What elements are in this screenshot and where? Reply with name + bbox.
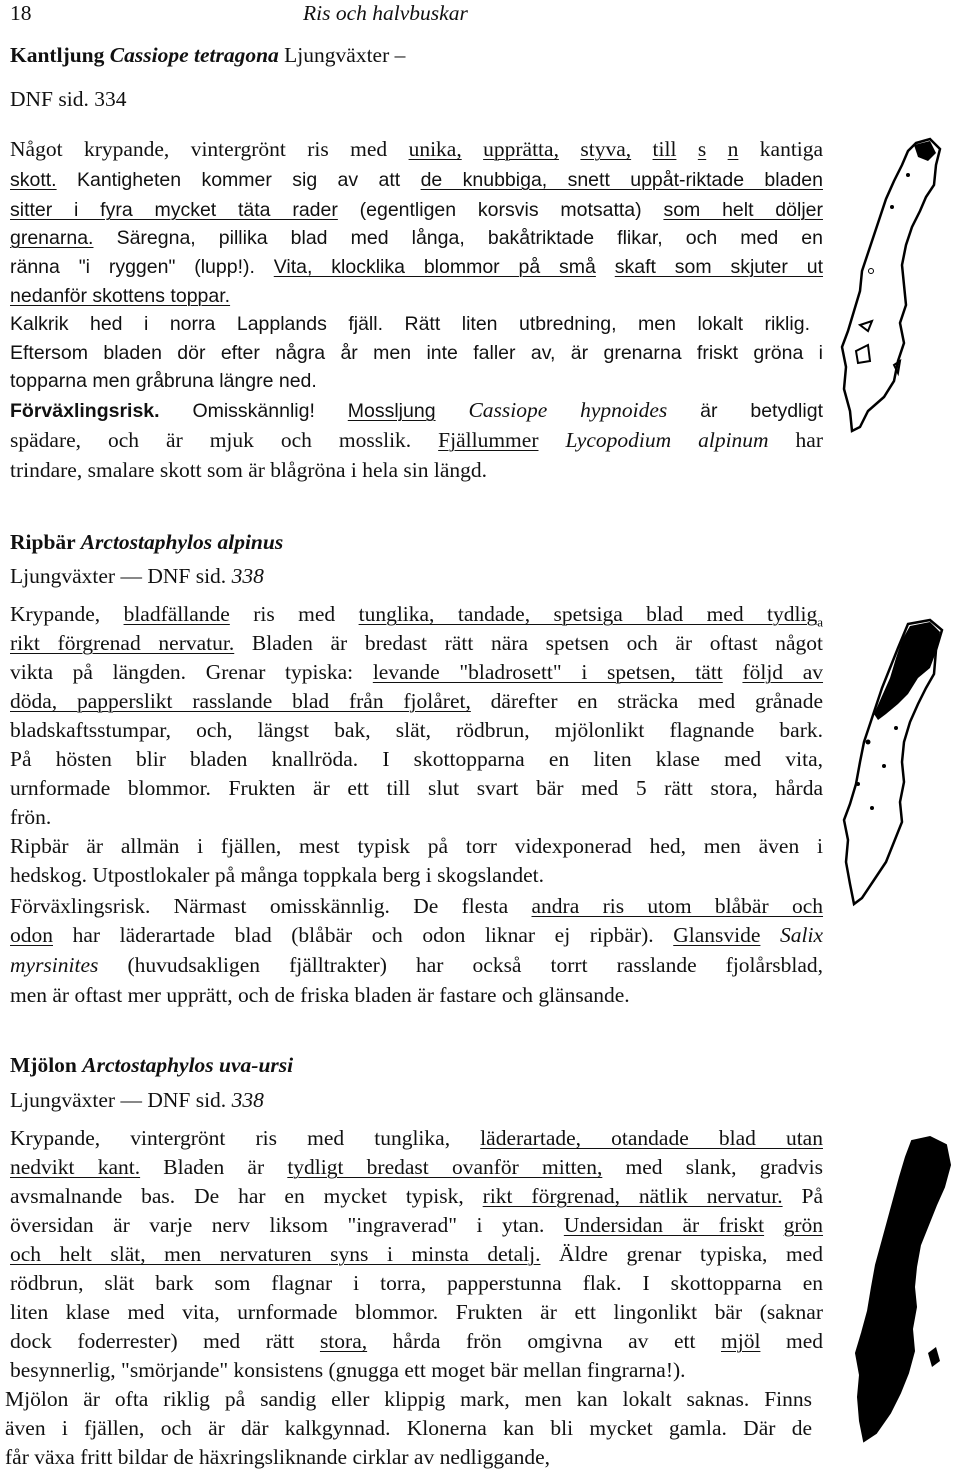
occurrence-dot: [882, 764, 886, 768]
text-line: översidan är varje nerv liksom "ingraverad" i ytan. Undersidan är friskt grön: [10, 1213, 824, 1237]
text-line: odon har läderartade blad (blåbär och odon liknar ej ripbär). Glansvide Salix: [10, 923, 824, 947]
text-line: ränna "i ryggen" (lupp!). Vita, klocklika blommor på små skaft som skjuter ut: [10, 256, 824, 278]
text-line: besynnerlig, "smörjande" konsistens (gnugga ett moget bär mellan fingrarna!).: [10, 1358, 686, 1382]
occurrence-dot: [906, 173, 910, 177]
text-line: döda, papperslikt rasslande blad från fjolåret, därefter en sträcka med grånade: [10, 689, 823, 713]
text-line: Krypande, bladfällande ris med tunglika, tandade, spetsiga blad med tydlig$_a$: [10, 602, 823, 630]
distribution-map-mjolon: [850, 1135, 960, 1445]
text-line: dock foderrester) med rätt stora, hårda frön omgivna av ett mjöl med: [10, 1329, 823, 1353]
section-title-mjolon: Mjölon Arctostaphylos uva-ursi: [10, 1053, 294, 1077]
section-title-kantljung: Kantljung Cassiope tetragona Ljungväxter –: [10, 43, 406, 67]
text-line: På hösten blir bladen knallröda. I skottopparna en liten klase med vita,: [10, 747, 823, 771]
text-line: liten klase med vita, urnformade blommor. Frukten är ett lingonlikt bär (saknar: [10, 1300, 823, 1324]
occurrence-dot: [866, 740, 871, 745]
text-line: Förväxlingsrisk. Omisskännlig! Mossljung Cassiope hypnoides är betydligt: [10, 398, 823, 422]
text-line: rödbrun, slät bark som flagnar i torra, papperstunna flak. I skottopparna en: [10, 1271, 823, 1295]
text-line: skott. Kantigheten kommer sig av att de knubbiga, snett uppåt-riktade bladen: [10, 169, 823, 191]
text-line: bladskaftsstumpar, och, längst bak, slät, rödbrun, mjölonlikt flagnande bark.: [10, 718, 823, 742]
text-line: trindare, smalare skott som är blågröna i hela sin längd.: [10, 458, 488, 482]
text-line: avsmalnande bas. De har en mycket typisk, rikt förgrenad, nätlik nervatur. På: [10, 1184, 824, 1208]
section-title-ripbar: Ripbär Arctostaphylos alpinus: [10, 530, 284, 554]
text-line: får växa fritt bildar de häxringsliknande cirklar av nedliggande,: [5, 1445, 551, 1469]
text-line: rikt förgrenad nervatur. Bladen är bredast rätt nära spetsen och är oftast något: [10, 631, 823, 655]
occurrence-dot: [856, 782, 860, 786]
text-line: hedskog. Utpostlokaler på många toppkala berg i skogslandet.: [10, 863, 545, 887]
text-line: frön.: [10, 805, 52, 829]
island-shape: [928, 1347, 940, 1367]
text-line: Eftersom bladen dör efter några år men inte faller av, är grenarna friskt gröna i: [10, 342, 823, 364]
text-line: grenarna. Säregna, pillika blad med långa, bakåtriktade flikar, och med en: [10, 227, 823, 249]
occurrence-dot: [870, 806, 874, 810]
text-line: nedvikt kant. Bladen är tydligt bredast ovanför mitten, med slank, gradvis: [10, 1155, 823, 1179]
text-line: Något krypande, vintergrönt ris med unika, upprätta, styva, till s n kantiga: [10, 137, 824, 161]
sweden-outline: [856, 1137, 950, 1441]
section-ref-kantljung: DNF sid. 334: [10, 87, 127, 111]
page-number: 18: [10, 1, 32, 25]
text-line: nedanför skottens toppar.: [10, 285, 231, 307]
text-line: men är oftast mer upprätt, och de friska bladen är fastare och glänsande.: [10, 983, 630, 1007]
text-line: sitter i fyra mycket täta rader (egentligen korsvis motsatta) som helt döljer: [10, 199, 823, 221]
text-line: Mjölon är ofta riklig på sandig eller klippig mark, men kan lokalt saknas. Finns: [5, 1387, 812, 1411]
text-line: Ripbär är allmän i fjällen, mest typisk på torr videxponerad hed, men även i: [10, 834, 823, 858]
text-line: Kalkrik hed i norra Lapplands fjäll. Rätt liten utbredning, men lokalt riklig.: [10, 313, 810, 335]
text-line: och helt slät, men nervaturen syns i minsta detalj. Äldre grenar typiska, med: [10, 1242, 823, 1266]
text-line: Krypande, vintergrönt ris med tunglika, läderartade, otandade blad utan: [10, 1126, 823, 1150]
text-line: urnformade blommor. Frukten är ett till slut svart bär med 5 rätt stora, hårda: [10, 776, 823, 800]
text-line: även i fjällen, och är där kalkgynnad. Klonerna kan bli mycket gamla. Där de: [5, 1416, 812, 1440]
section-ref-ripbar: Ljungväxter — DNF sid. 338: [10, 564, 264, 588]
text-line: myrsinites (huvudsakligen fjälltrakter) har också torrt rasslande fjolårsblad,: [10, 953, 823, 977]
occurrence-dot: [890, 205, 894, 209]
sweden-outline: [842, 139, 940, 431]
distribution-map-kantljung: [838, 135, 960, 435]
running-title: Ris och halvbuskar: [303, 1, 468, 25]
section-ref-mjolon: Ljungväxter — DNF sid. 338: [10, 1088, 264, 1112]
text-line: spädare, och är mjuk och mosslik. Fjällummer Lycopodium alpinum har: [10, 428, 824, 452]
occurrence-dot: [894, 726, 898, 730]
text-line: vikta på längden. Grenar typiska: levande "bladrosett" i spetsen, tätt följd av: [10, 660, 824, 684]
distribution-map-ripbar: [838, 618, 960, 908]
text-line: topparna men gråbruna längre ned.: [10, 370, 317, 392]
text-line: Förväxlingsrisk. Närmast omisskännlig. De flesta andra ris utom blåbär och: [10, 894, 824, 918]
